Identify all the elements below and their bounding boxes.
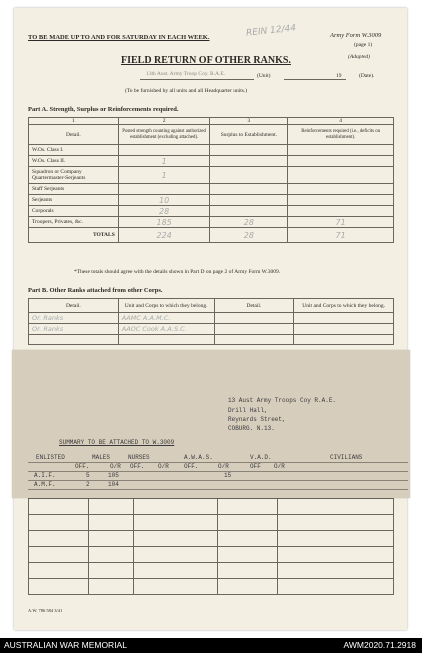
reinf-value: 71 <box>288 217 394 228</box>
row-label: Serjeants <box>29 195 119 206</box>
posted-value: 28 <box>118 206 210 217</box>
totals-note: *These totals should agree with the details shown in Part D on page 2 of Army Form W.3009. <box>74 269 281 275</box>
empty-cell <box>294 313 394 324</box>
col-number: 2 <box>118 118 210 125</box>
form-name: Army Form W.3009 <box>330 32 382 39</box>
col-header-reinforcements: Reinforcements required (i.e., deficits on establishment). <box>288 125 394 145</box>
empty-cell <box>214 313 294 324</box>
totals-label: TOTALS <box>29 228 119 243</box>
col-header-detail: Detail. <box>29 299 119 313</box>
col-header-posted: Posted strength counting against authorized establishment (excluding attached). <box>118 125 210 145</box>
address-line: Reynards Street, <box>228 416 286 423</box>
unit-handwritten: 13th Aust. Army Troop Coy. R.A.E. <box>146 71 226 77</box>
col-header-unit: Unit and Corps to which they belong. <box>118 299 214 313</box>
date-label: (Date). <box>359 73 375 79</box>
surplus-value <box>210 145 288 156</box>
row-label: Troopers, Privates, &c. <box>29 217 119 228</box>
posted-value <box>118 145 210 156</box>
pencil-unit: AAOC Cook A.A.S.C. <box>118 324 214 335</box>
surplus-value <box>210 156 288 167</box>
sub-off: OFF. <box>75 463 90 470</box>
table-row <box>29 313 394 324</box>
row-label-aif: A.I.F. <box>34 472 56 479</box>
amf-or: 104 <box>108 481 119 488</box>
sub-off: OFF. <box>184 463 199 470</box>
part-b-table <box>28 298 394 345</box>
address-line: 13 Aust Army Troops Coy R.A.E. <box>228 397 337 404</box>
row-label: Staff Serjeants <box>29 184 119 195</box>
aif-or: 105 <box>108 472 119 479</box>
surplus-value <box>210 184 288 195</box>
row-label: Squadron or Company Quartermaster-Serjeants <box>29 167 119 184</box>
overlay-rule <box>28 480 408 481</box>
posted-total: 224 <box>118 228 210 243</box>
posted-value: 10 <box>118 195 210 206</box>
unit-label: (Unit) <box>257 73 271 79</box>
form-sheet <box>14 8 407 630</box>
typed-summary-sheet <box>12 350 410 498</box>
footer-right: AWM2020.71.2918 <box>343 640 416 650</box>
table-row <box>29 184 394 195</box>
table-row <box>29 217 394 228</box>
summary-title: SUMMARY TO BE ATTACHED TO W.3009 <box>59 439 175 446</box>
archive-footer <box>0 638 422 653</box>
form-page: (page 1) <box>354 42 373 48</box>
adapted-label: (Adapted) <box>348 54 370 60</box>
table-row <box>29 167 394 184</box>
totals-row <box>29 228 394 243</box>
surplus-value <box>210 195 288 206</box>
amf-off: 2 <box>86 481 90 488</box>
furnished-note: (To be furnished by all units and all Headquarter units.) <box>125 88 248 94</box>
table-row <box>29 156 394 167</box>
pencil-unit: AAMC A.A.M.C. <box>118 313 214 324</box>
reinf-value <box>288 195 394 206</box>
table-row <box>29 335 394 345</box>
part-b-heading: Part B. Other Ranks attached from other Corps. <box>28 287 163 294</box>
table-row <box>29 145 394 156</box>
footer-left: AUSTRALIAN WAR MEMORIAL <box>4 640 127 650</box>
reinf-total: 71 <box>288 228 394 243</box>
address-line: Drill Hall, <box>228 407 268 414</box>
table-row <box>29 206 394 217</box>
row-label: W.Os. Class II. <box>29 156 119 167</box>
col-number: 1 <box>29 118 119 125</box>
col-nurses: NURSES <box>128 454 150 461</box>
posted-value <box>118 184 210 195</box>
reinf-value <box>288 145 394 156</box>
sub-or: O/R <box>158 463 169 470</box>
reinf-value <box>288 206 394 217</box>
pencil-annotation: REIN 12/44 <box>245 23 297 39</box>
part-a-heading: Part A. Strength, Surplus or Reinforcements required. <box>28 106 179 113</box>
overlay-rule <box>28 489 408 490</box>
pencil-detail: Or. Ranks <box>29 313 119 324</box>
sub-or: O/R <box>274 463 285 470</box>
surplus-total: 28 <box>210 228 288 243</box>
posted-value: 1 <box>118 156 210 167</box>
reinf-value <box>288 156 394 167</box>
posted-value: 185 <box>118 217 210 228</box>
overlay-rule <box>28 471 408 472</box>
lower-table <box>28 498 394 595</box>
col-number: 4 <box>288 118 394 125</box>
table-row <box>29 324 394 335</box>
reinf-value <box>288 184 394 195</box>
reinf-value <box>288 167 394 184</box>
posted-value: 1 <box>118 167 210 184</box>
sub-off: OFF. <box>130 463 145 470</box>
surplus-value: 28 <box>210 217 288 228</box>
pencil-detail: Or. Ranks <box>29 324 119 335</box>
unit-line <box>140 79 254 80</box>
col-header-surplus: Surplus to Establishment. <box>210 125 288 145</box>
col-civilians: CIVILIANS <box>330 454 363 461</box>
form-code: A.W. 786 584 3/41 <box>28 608 63 613</box>
col-header-detail: Detail. <box>29 125 119 145</box>
date-line <box>284 79 346 80</box>
part-a-table <box>28 117 394 243</box>
address-line: COBURG. N.13. <box>228 425 275 432</box>
page-title: FIELD RETURN OF OTHER RANKS. <box>121 55 291 66</box>
aif-off: 5 <box>86 472 90 479</box>
empty-cell <box>214 324 294 335</box>
row-label: Corporals <box>29 206 119 217</box>
col-header-detail: Detail. <box>214 299 294 313</box>
col-males: MALES <box>92 454 111 461</box>
aif-awas: 15 <box>224 472 232 479</box>
overlay-rule <box>28 462 408 463</box>
col-header-unit: Unit and Corps to which they belong. <box>294 299 394 313</box>
sub-or: O/R <box>218 463 229 470</box>
row-label: W.Os. Class I. <box>29 145 119 156</box>
col-number: 3 <box>210 118 288 125</box>
col-enlisted: ENLISTED <box>36 454 65 461</box>
col-awas: A.W.A.S. <box>184 454 213 461</box>
col-vad: V.A.D. <box>250 454 272 461</box>
table-row <box>29 195 394 206</box>
surplus-value <box>210 206 288 217</box>
empty-cell <box>294 324 394 335</box>
row-label-amf: A.M.F. <box>34 481 56 488</box>
sub-or: O/R <box>110 463 121 470</box>
sub-off: OFF <box>250 463 261 470</box>
surplus-value <box>210 167 288 184</box>
notice-text: TO BE MADE UP TO AND FOR SATURDAY IN EACH WEEK. <box>28 34 210 41</box>
year-prefix: 19 <box>336 73 342 79</box>
